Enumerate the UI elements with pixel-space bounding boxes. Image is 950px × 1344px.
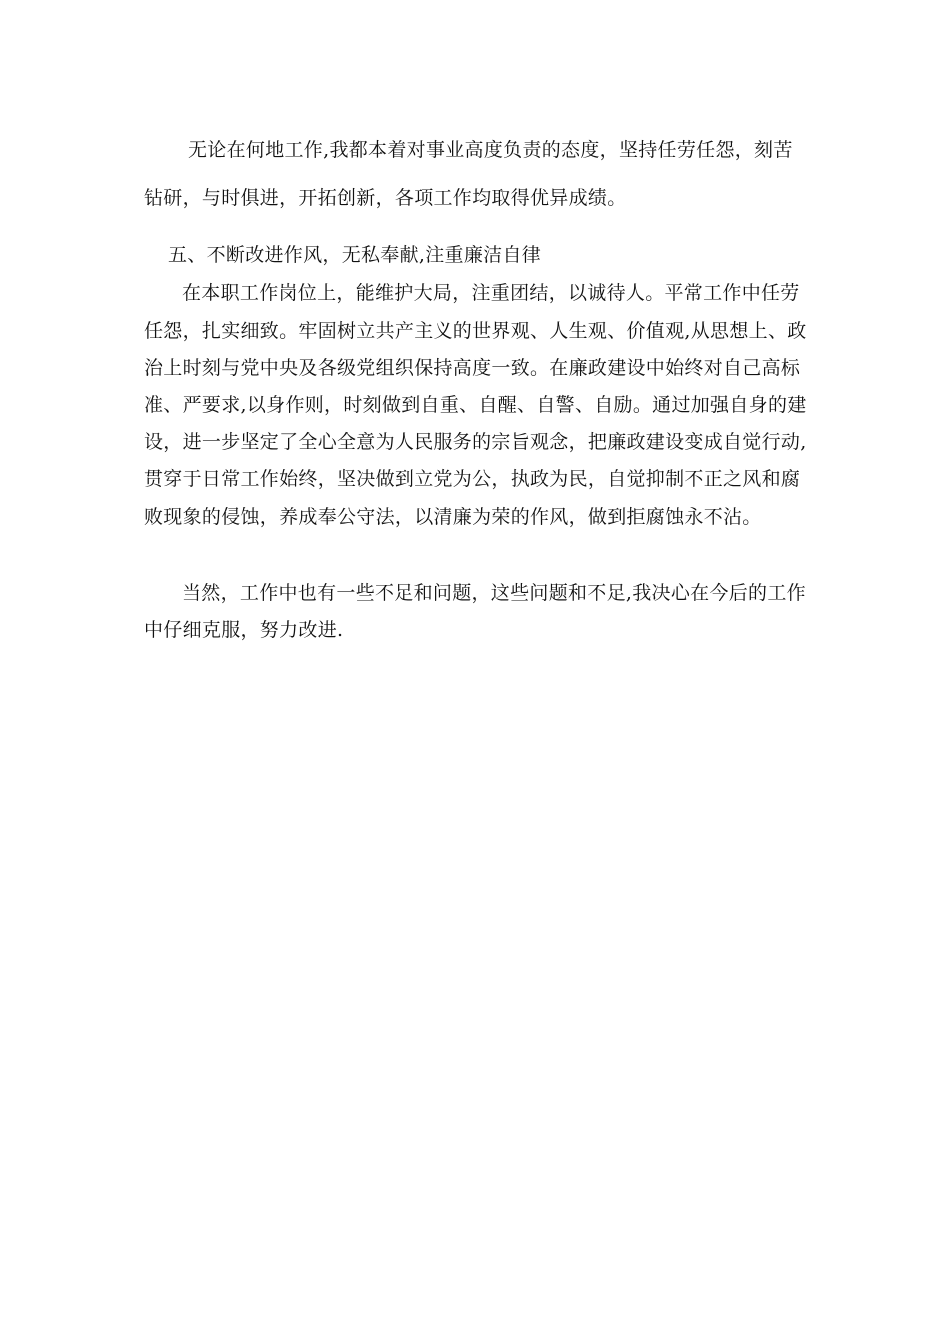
- paragraph-2-line-5: 设，进一步坚定了全心全意为人民服务的宗旨观念，把廉政建设变成自觉行动,: [144, 431, 807, 453]
- paragraph-1-line-1: 无论在何地工作,我都本着对事业高度负责的态度，坚持任劳任怨，刻苦: [188, 139, 793, 161]
- paragraph-2-line-6: 贯穿于日常工作始终，坚决做到立党为公，执政为民，自觉抑制不正之风和腐: [144, 468, 801, 490]
- paragraph-2-line-7: 败现象的侵蚀，养成奉公守法，以清廉为荣的作风，做到拒腐蚀永不沾。: [144, 506, 762, 528]
- paragraph-2-line-2: 任怨，扎实细致。牢固树立共产主义的世界观、人生观、价值观,从思想上、政: [144, 320, 807, 342]
- paragraph-3-line-1: 当然，工作中也有一些不足和问题，这些问题和不足,我决心在今后的工作: [182, 582, 806, 604]
- paragraph-3-line-2: 中仔细克服，努力改进.: [144, 619, 344, 641]
- section-heading: 五、不断改进作风，无私奉献,注重廉洁自律: [168, 244, 542, 266]
- paragraph-2-line-1: 在本职工作岗位上，能维护大局，注重团结，以诚待人。平常工作中任劳: [182, 282, 800, 304]
- paragraph-1-line-2: 钻研，与时俱进，开拓创新，各项工作均取得优异成绩。: [144, 187, 627, 209]
- paragraph-2-line-4: 准、严要求,以身作则，时刻做到自重、自醒、自警、自励。通过加强自身的建: [144, 394, 807, 416]
- paragraph-2-line-3: 治上时刻与党中央及各级党组织保持高度一致。在廉政建设中始终对自己高标: [144, 357, 801, 379]
